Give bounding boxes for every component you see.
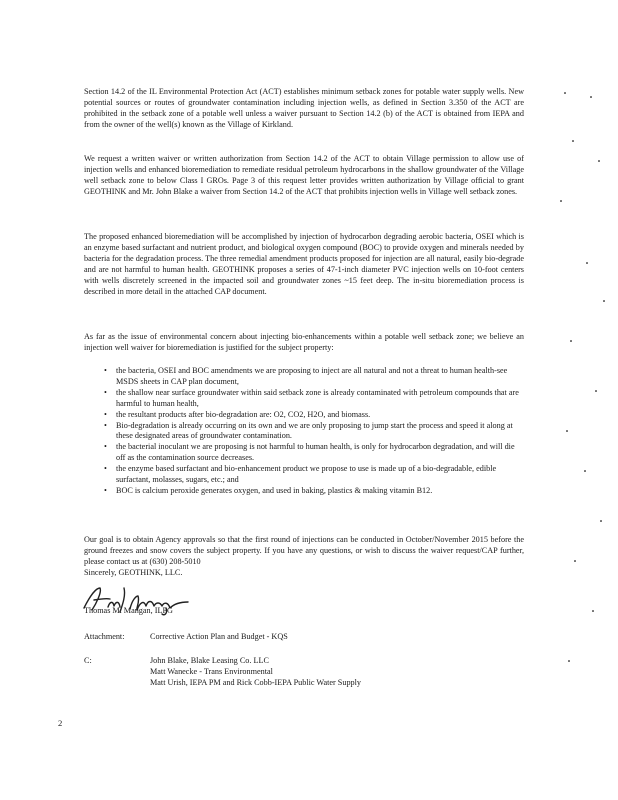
cc-line: John Blake, Blake Leasing Co. LLC bbox=[150, 656, 269, 665]
attachment-value: Corrective Action Plan and Budget - KQS bbox=[150, 632, 288, 641]
cc-line: Matt Wanecke - Trans Environmental bbox=[150, 667, 273, 676]
signatory-name: Thomas M. Mangan, ILPG bbox=[84, 606, 173, 615]
paragraph-waiver-request: We request a written waiver or written authorization from Section 14.2 of the ACT to obtain Village permission to allow use of injection wells and enhanced bioremediation to remediate residual petroleum hydrocarbons in the shallow groundwater of the Village well setback zone to below Class I GROs. Page 3 of this request letter provides written authorization by Village official to grant GEOTHINK and Mr. John Blake a waiver from Section 14.2 of the ACT that prohibits injection wells in Village well setback zones. bbox=[84, 154, 524, 196]
list-item: • BOC is calcium peroxide generates oxygen, and used in baking, plastics & making vitamin B12. bbox=[104, 486, 522, 497]
justification-list bbox=[104, 366, 522, 497]
paragraph-closing: Our goal is to obtain Agency approvals so that the first round of injections can be conducted in October/November 2015 before the ground freezes and snow covers the subject property. If you have any questions, or wish to discuss the waiver request/CAP further, please contact us at (630) 208-5010 bbox=[84, 535, 524, 566]
sincerely-line: Sincerely, GEOTHINK, LLC. bbox=[84, 568, 183, 577]
list-item: • the shallow near surface groundwater within said setback zone is already contaminated with petroleum compounds that are harmful to human health, bbox=[104, 388, 522, 410]
cc-line: Matt Urish, IEPA PM and Rick Cobb-IEPA Public Water Supply bbox=[150, 678, 362, 687]
cc-label: C: bbox=[84, 656, 92, 665]
page-number: 2 bbox=[58, 718, 63, 728]
list-item: • the enzyme based surfactant and bio-enhancement product we propose to use is made up of a bio-degradable, edible surfactant, molasses, sugars, etc.; and bbox=[104, 464, 522, 486]
list-item: • the bacteria, OSEI and BOC amendments we are proposing to inject are all natural and not a threat to human health-see MSDS sheets in CAP plan document, bbox=[104, 366, 522, 388]
list-item: • Bio-degradation is already occurring on its own and we are only proposing to jump start the process and speed it along at these designated areas of groundwater contamination. bbox=[104, 421, 522, 443]
list-item: • the resultant products after bio-degradation are: O2, CO2, H2O, and biomass. bbox=[104, 410, 522, 421]
list-item: • the bacterial inoculant we are proposing is not harmful to human health, is only for hydrocarbon degradation, and will die off as the contamination source decreases. bbox=[104, 442, 522, 464]
attachment-label: Attachment: bbox=[84, 632, 125, 641]
paragraph-environmental-concern: As far as the issue of environmental concern about injecting bio-enhancements within a potable well setback zone; we believe an injection well waiver for bioremediation is justified for the subject property: bbox=[84, 332, 524, 352]
paragraph-setback-zones: Section 14.2 of the IL Environmental Protection Act (ACT) establishes minimum setback zones for potable water supply wells. New potential sources or routes of groundwater contamination including injection wells, as defined in Section 3.350 of the ACT are prohibited in the setback zone of a potable well unless a waiver pursuant to Section 14.2 (b) of the ACT is obtained from IEPA and from the owner of the well(s) known as the Village of Kirkland. bbox=[84, 87, 524, 129]
paragraph-bioremediation: The proposed enhanced bioremediation will be accomplished by injection of hydrocarbon degrading aerobic bacteria, OSEI which is an enzyme based surfactant and nutrient product, and biological oxygen compound (BOC) to provide oxygen and minerals needed by bacteria for the degradation process. The three remedial amendment products proposed for injection are all natural, easily bio-degrade and are not harmful to human health. GEOTHINK proposes a series of 47-1-inch diameter PVC injection wells on 10-foot centers with wells discretely screened in the impacted soil and groundwater zones ~15 feet deep. The in-situ bioremediation process is described in more detail in the attached CAP document. bbox=[84, 232, 524, 296]
